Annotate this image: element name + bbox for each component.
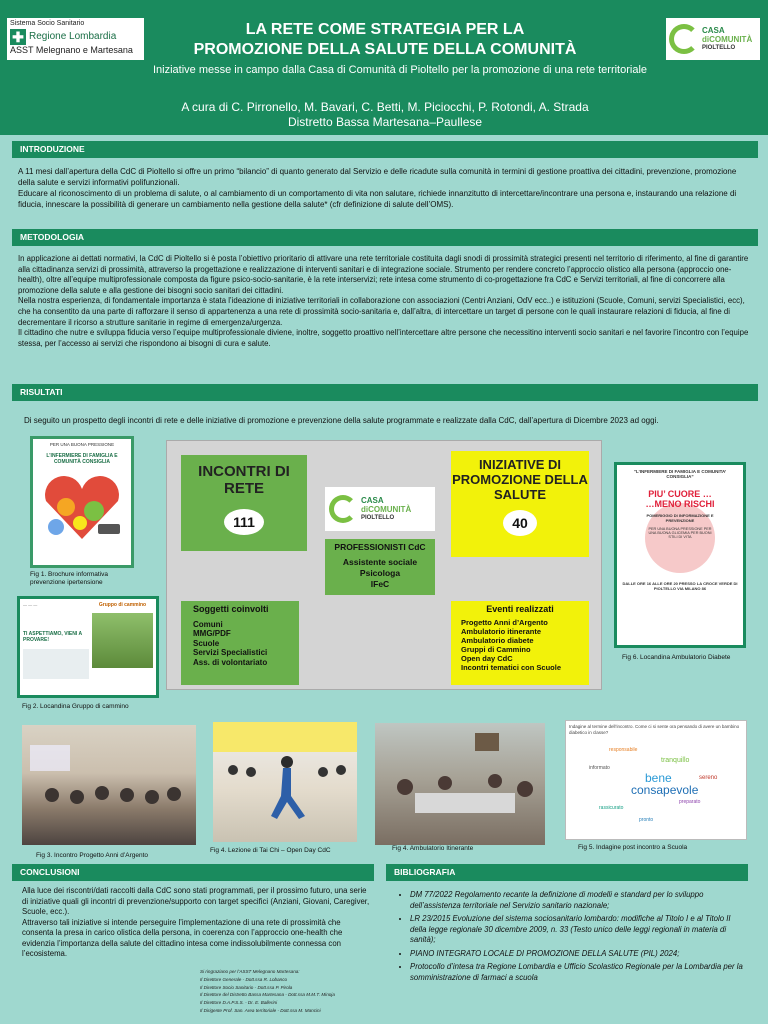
method-text <box>18 254 754 349</box>
incontri-title: INCONTRI DI RETE <box>198 463 290 497</box>
fig3-audience-image <box>22 725 196 845</box>
eventi-item: Ambulatorio itinerante <box>461 627 542 636</box>
fig1-text: L’INFERMIERE DI FAMIGLIA E COMUNITÀ CONSIGLIA <box>46 453 118 465</box>
prof-title: PROFESSIONISTI CdC <box>334 542 426 552</box>
title-line2: PROMOZIONE DELLA SALUTE DELLA COMUNITÀ <box>193 41 577 58</box>
fig2-walking-photo <box>92 613 153 668</box>
logo-left-line1: Sistema Socio Sanitario <box>10 20 85 27</box>
fig6-caption: Fig 6. Locandina Ambulatorio Diabete <box>622 654 731 661</box>
word: tranquillo <box>661 757 690 764</box>
thanks-line: Il Direttore D.A.P.S.S. - Dr. E. Ballerini <box>200 1000 278 1006</box>
fig4a-caption: Fig 4. Lezione di Tai Chi – Open Day CdC <box>210 847 331 854</box>
fig2-locandina: — — — TI ASPETTIAMO, VIENI A PROVARE! Gruppo di cammino <box>17 596 159 698</box>
bibliography-list <box>400 890 744 983</box>
logo-left-line2: Regione Lombardia <box>29 31 117 42</box>
fig5-header: Indagine al termine dell’incontro. Come ci si sente ora pensando di avere un bambino diabetico in classe? <box>569 724 740 735</box>
bib-item: • DM 77/2022 Regolamento recante la definizione di modelli e standard per lo sviluppo dell’assistenza territoriale nel Servizio sanitario nazionale; <box>410 890 744 911</box>
word: pronto <box>639 817 654 823</box>
bib-item: • LR 23/2015 Evoluzione del sistema sociosanitario lombardo: modifiche al Titolo I e al Titolo II della legge regionale 30 dicembre 2009, n. 33 (Testo unico delle leggi regionali in materia di sanità); <box>410 914 744 946</box>
fig6-heart-bg <box>645 503 715 573</box>
eventi-item: Open day CdC <box>461 654 513 663</box>
fig6-t5: PER UNA BUONA PRESSIONE PER UNA BUONA GLICEMIA PER BUONI STILI DI VITA <box>648 527 712 539</box>
eventi-item: Incontri tematici con Scuole <box>461 663 562 672</box>
fig2-text1: Gruppo di cammino <box>98 602 147 608</box>
poster-subtitle: Iniziative messe in campo dalla Casa di Comunità di Pioltello per la promozione di una rete territoriale <box>152 64 648 76</box>
eventi-item: Progetto Anni d’Argento <box>461 618 548 627</box>
diagram-logo-l2: diCOMUNITÀ <box>361 504 412 514</box>
word: preparato <box>679 799 701 805</box>
intro-text <box>18 166 754 210</box>
logo-left-line3: ASST Melegnano e Martesana <box>10 45 133 55</box>
method-heading: METODOLOGIA <box>12 229 758 246</box>
word: sereno <box>699 775 718 781</box>
eventi-box <box>451 601 589 685</box>
thanks-line: Si ringraziano per l’ASST Melegnano Martesana: <box>200 969 300 974</box>
soggetti-item: Scuole <box>193 638 220 648</box>
results-intro: Di seguito un prospetto degli incontri di rete e delle iniziative di promozione e prevenzione della salute programmate e realizzate dalla CdC, dall’apertura di Dicembre 2023 ad oggi. <box>24 416 659 425</box>
professionisti-box <box>325 539 435 595</box>
iniziative-value: 40 <box>503 510 537 536</box>
eventi-item: Gruppi di Cammino <box>461 645 531 654</box>
cross-icon: ✚ <box>10 29 26 45</box>
casa-logo-l3: PIOLTELLO <box>702 44 736 51</box>
authors-block <box>150 100 620 130</box>
conclusions-p2: Attraverso tali iniziative si intende perseguire l’implementazione di una rete di prossimità che consenta la presa in carico olistica della persona, in coerenza con l’approccio one-health che evidenzia l’importanza della salute del cittadino intesa come indissolubilmente connessa con l’ecosistema. <box>22 917 343 958</box>
casa-logo-icon <box>669 24 699 54</box>
thanks-line: Il Direttore Generale - Dott.ssa R. Lobanco <box>200 976 288 982</box>
bib-item: • PIANO INTEGRATO LOCALE DI PROMOZIONE DELLA SALUTE (PIL) 2024; <box>410 949 744 960</box>
diagram-logo-l3: PIOLTELLO <box>361 514 395 521</box>
conclusions-heading: CONCLUSIONI <box>12 864 374 881</box>
word: rassicurato <box>599 805 624 811</box>
thanks-line: Il Direttore Socio Sanitario - Dott.ssa P. Pirola <box>200 984 293 990</box>
word: informato <box>589 765 610 771</box>
eventi-item: Ambulatorio diabete <box>461 636 534 645</box>
fig4-ambulatorio-photo <box>375 723 545 845</box>
regione-lombardia-logo <box>7 18 144 60</box>
method-p2: Nella nostra esperienza, di fondamentale importanza è stata l’ideazione di iniziative territoriali in collaborazione con associazioni (Centri Anziani, OdV ecc..) e istituzioni (Scuole, Comuni, servizi Specialistici, ecc), che ha consentito da una parte di rafforzare il senso di appartenenza a una rete di prossimità socio-sanitaria e, dall’altra, di intercettare un target di persone con le quali instaurare relazioni di fiducia, al fine di decrementare il ricorso a strutture sanitarie in regime di emergenza/urgenza. <box>18 296 745 327</box>
fig6-t4: POMERIGGIO DI INFORMAZIONE E PREVENZIONE <box>646 513 714 523</box>
fig4-taichi-image <box>213 722 357 842</box>
incontri-value: 111 <box>224 509 264 535</box>
casa-logo-l1: CASA <box>702 25 725 35</box>
thanks-line: Il Dirigente Prof. San. Area territoriale - Dott.ssa M. Mancini <box>200 1007 321 1013</box>
soggetti-item: Ass. di volontariato <box>193 657 268 667</box>
fig6-t2: PIU’ CUORE … <box>648 489 712 499</box>
soggetti-title: Soggetti coinvolti <box>193 604 269 614</box>
results-heading: RISULTATI <box>12 384 758 401</box>
intro-p1: A 11 mesi dall’apertura della CdC di Pioltello si offre un primo “bilancio” di quanto generato dal Servizio e delle ricadute sulla comunità in termini di gestione proattiva dei cittadini, prevenzione, promozione della salute e servizi informativi polifunzionali. <box>18 167 737 187</box>
poster-title <box>150 20 620 60</box>
casa-logo-l2: diCOMUNITÀ <box>702 34 753 44</box>
word: consapevole <box>631 783 699 797</box>
diagram-logo-l1: CASA <box>361 495 384 505</box>
soggetti-item: MMG/PDF <box>193 629 231 638</box>
fig4-taichi-photo <box>213 722 357 842</box>
fig2-caption: Fig 2. Locandina Gruppo di cammino <box>22 703 129 710</box>
soggetti-item: Servizi Specialistici <box>193 648 268 657</box>
method-p3: Il cittadino che nutre e sviluppa fiducia verso l’equipe multiprofessionale diviene, inoltre, soggetto proattivo nell’intercettare altre persone che necessitino interventi socio sanitari e nel favorire l’incontro con l’equipe stessa, per l’accesso ai servizi che rispondono ai bisogni di cura e salute. <box>18 328 749 348</box>
prof-item: Psicologa <box>359 568 401 578</box>
fig5-cloud <box>569 735 743 835</box>
thanks-line: Il Direttore del Distretto Bassa Martesana - Dott.ssa M.M.T. Minoja <box>200 992 335 998</box>
fig5-caption: Fig 5. Indagine post incontro a Scuola <box>578 844 688 851</box>
bibliography-heading: BIBLIOGRAFIA <box>386 864 748 881</box>
fig5-wordcloud <box>565 720 747 840</box>
results-diagram <box>166 440 602 690</box>
fig4-ambulatorio-image <box>375 723 545 845</box>
fig2-text2: TI ASPETTIAMO, VIENI A PROVARE! <box>23 631 82 643</box>
fig2-info-block <box>23 649 89 679</box>
iniziative-title: INIZIATIVE DI PROMOZIONE DELLA SALUTE <box>452 457 588 502</box>
fig1-food-heart-image <box>36 469 128 544</box>
conclusions-p1: Alla luce dei riscontri/dati raccolti dalla CdC sono stati programmati, per il prossimo futuro, una serie di iniziative quali gli incontri di prevenzione/supporto con target specifici (Anziani, Giovani, Caregiver, Scuole, ecc.). <box>22 886 370 916</box>
diagram-center-logo <box>325 487 435 531</box>
word: bene <box>645 771 672 785</box>
fig6-locandina <box>614 462 746 648</box>
iniziative-box <box>451 451 589 557</box>
method-p1: In applicazione ai dettati normativi, la CdC di Pioltello si è posta l’obiettivo prioritario di attivare una rete territoriale costituita dagli snodi di prossimità strategici presenti nel territorio di riferimento, al fine di garantire alla cittadinanza servizi di prossimità, attraverso la progettazione e realizzazione di interventi sanitari e di integrazione sociale. Strumento per rendere concreto l’approccio olistico alla persona (approccio one-health), oltre all’equipe multiprofessionale composta da figure psico-socio-sanitarie, è la rete interservizi; rete intesa come strumento di co-progettazione fra CdC e Servizi territoriali, al fine di concorrere alla promozione della salute e alla gestione dei bisogni socio sanitari dei cittadini. <box>18 254 749 295</box>
fig1-top: PER UNA BUONA PRESSIONE <box>49 442 115 447</box>
fig1-caption: Fig 1. Brochure informativa prevenzione ipertensione <box>30 571 109 586</box>
fig3-photo <box>22 725 196 845</box>
incontri-box <box>181 455 307 551</box>
casa-comunita-logo <box>666 18 760 60</box>
fig1-brochure <box>30 436 134 568</box>
fig6-t1: “L’INFERMIERE DI FAMIGLIA E COMUNITA’ CONSIGLIA” <box>633 469 727 479</box>
district-line: Distretto Bassa Martesana–Paullese <box>287 115 483 129</box>
soggetti-item: Comuni <box>193 619 223 629</box>
thanks-block <box>200 968 380 1015</box>
bib-item: • Protocollo d’intesa tra Regione Lombardia e Ufficio Scolastico Regionale per la Lombardia per la somministrazione di farmaci a scuola <box>410 962 744 983</box>
fig6-t3: …MENO RISCHI <box>645 499 715 509</box>
fig3-caption: Fig 3. Incontro Progetto Anni d’Argento <box>36 852 149 859</box>
prof-item: Assistente sociale <box>342 557 418 567</box>
fig6-t6: DALLE ORE 16 ALLE ORE 20 PRESSO LA CROCE VERDE DI PIOLTELLO VIA MILANO 86 <box>622 581 738 591</box>
soggetti-box <box>181 601 299 685</box>
eventi-title: Eventi realizzati <box>486 604 554 614</box>
word: responsabile <box>609 747 638 753</box>
diagram-logo-icon <box>329 495 357 523</box>
intro-heading: INTRODUZIONE <box>12 141 758 158</box>
authors-line: A cura di C. Pirronello, M. Bavari, C. Betti, M. Piciocchi, P. Rotondi, A. Strada <box>181 100 589 114</box>
prof-item: IFeC <box>370 579 390 589</box>
conclusions-text <box>22 886 370 960</box>
fig4b-caption: Fig 4. Ambulatorio Itinerante <box>392 845 474 852</box>
title-line1: LA RETE COME STRATEGIA PER LA <box>245 21 525 38</box>
intro-p2: Educare al riconoscimento di un problema di salute, o al cambiamento di un comportamento di vita non salutare, richiede innanzitutto di intercettare/incontrare una persona e, instaurando una relazione di fiducia, innescare la possibilità di generare un cambiamento nella gestione della salute* (cfr definizione di salute dell’OMS). <box>18 189 737 209</box>
